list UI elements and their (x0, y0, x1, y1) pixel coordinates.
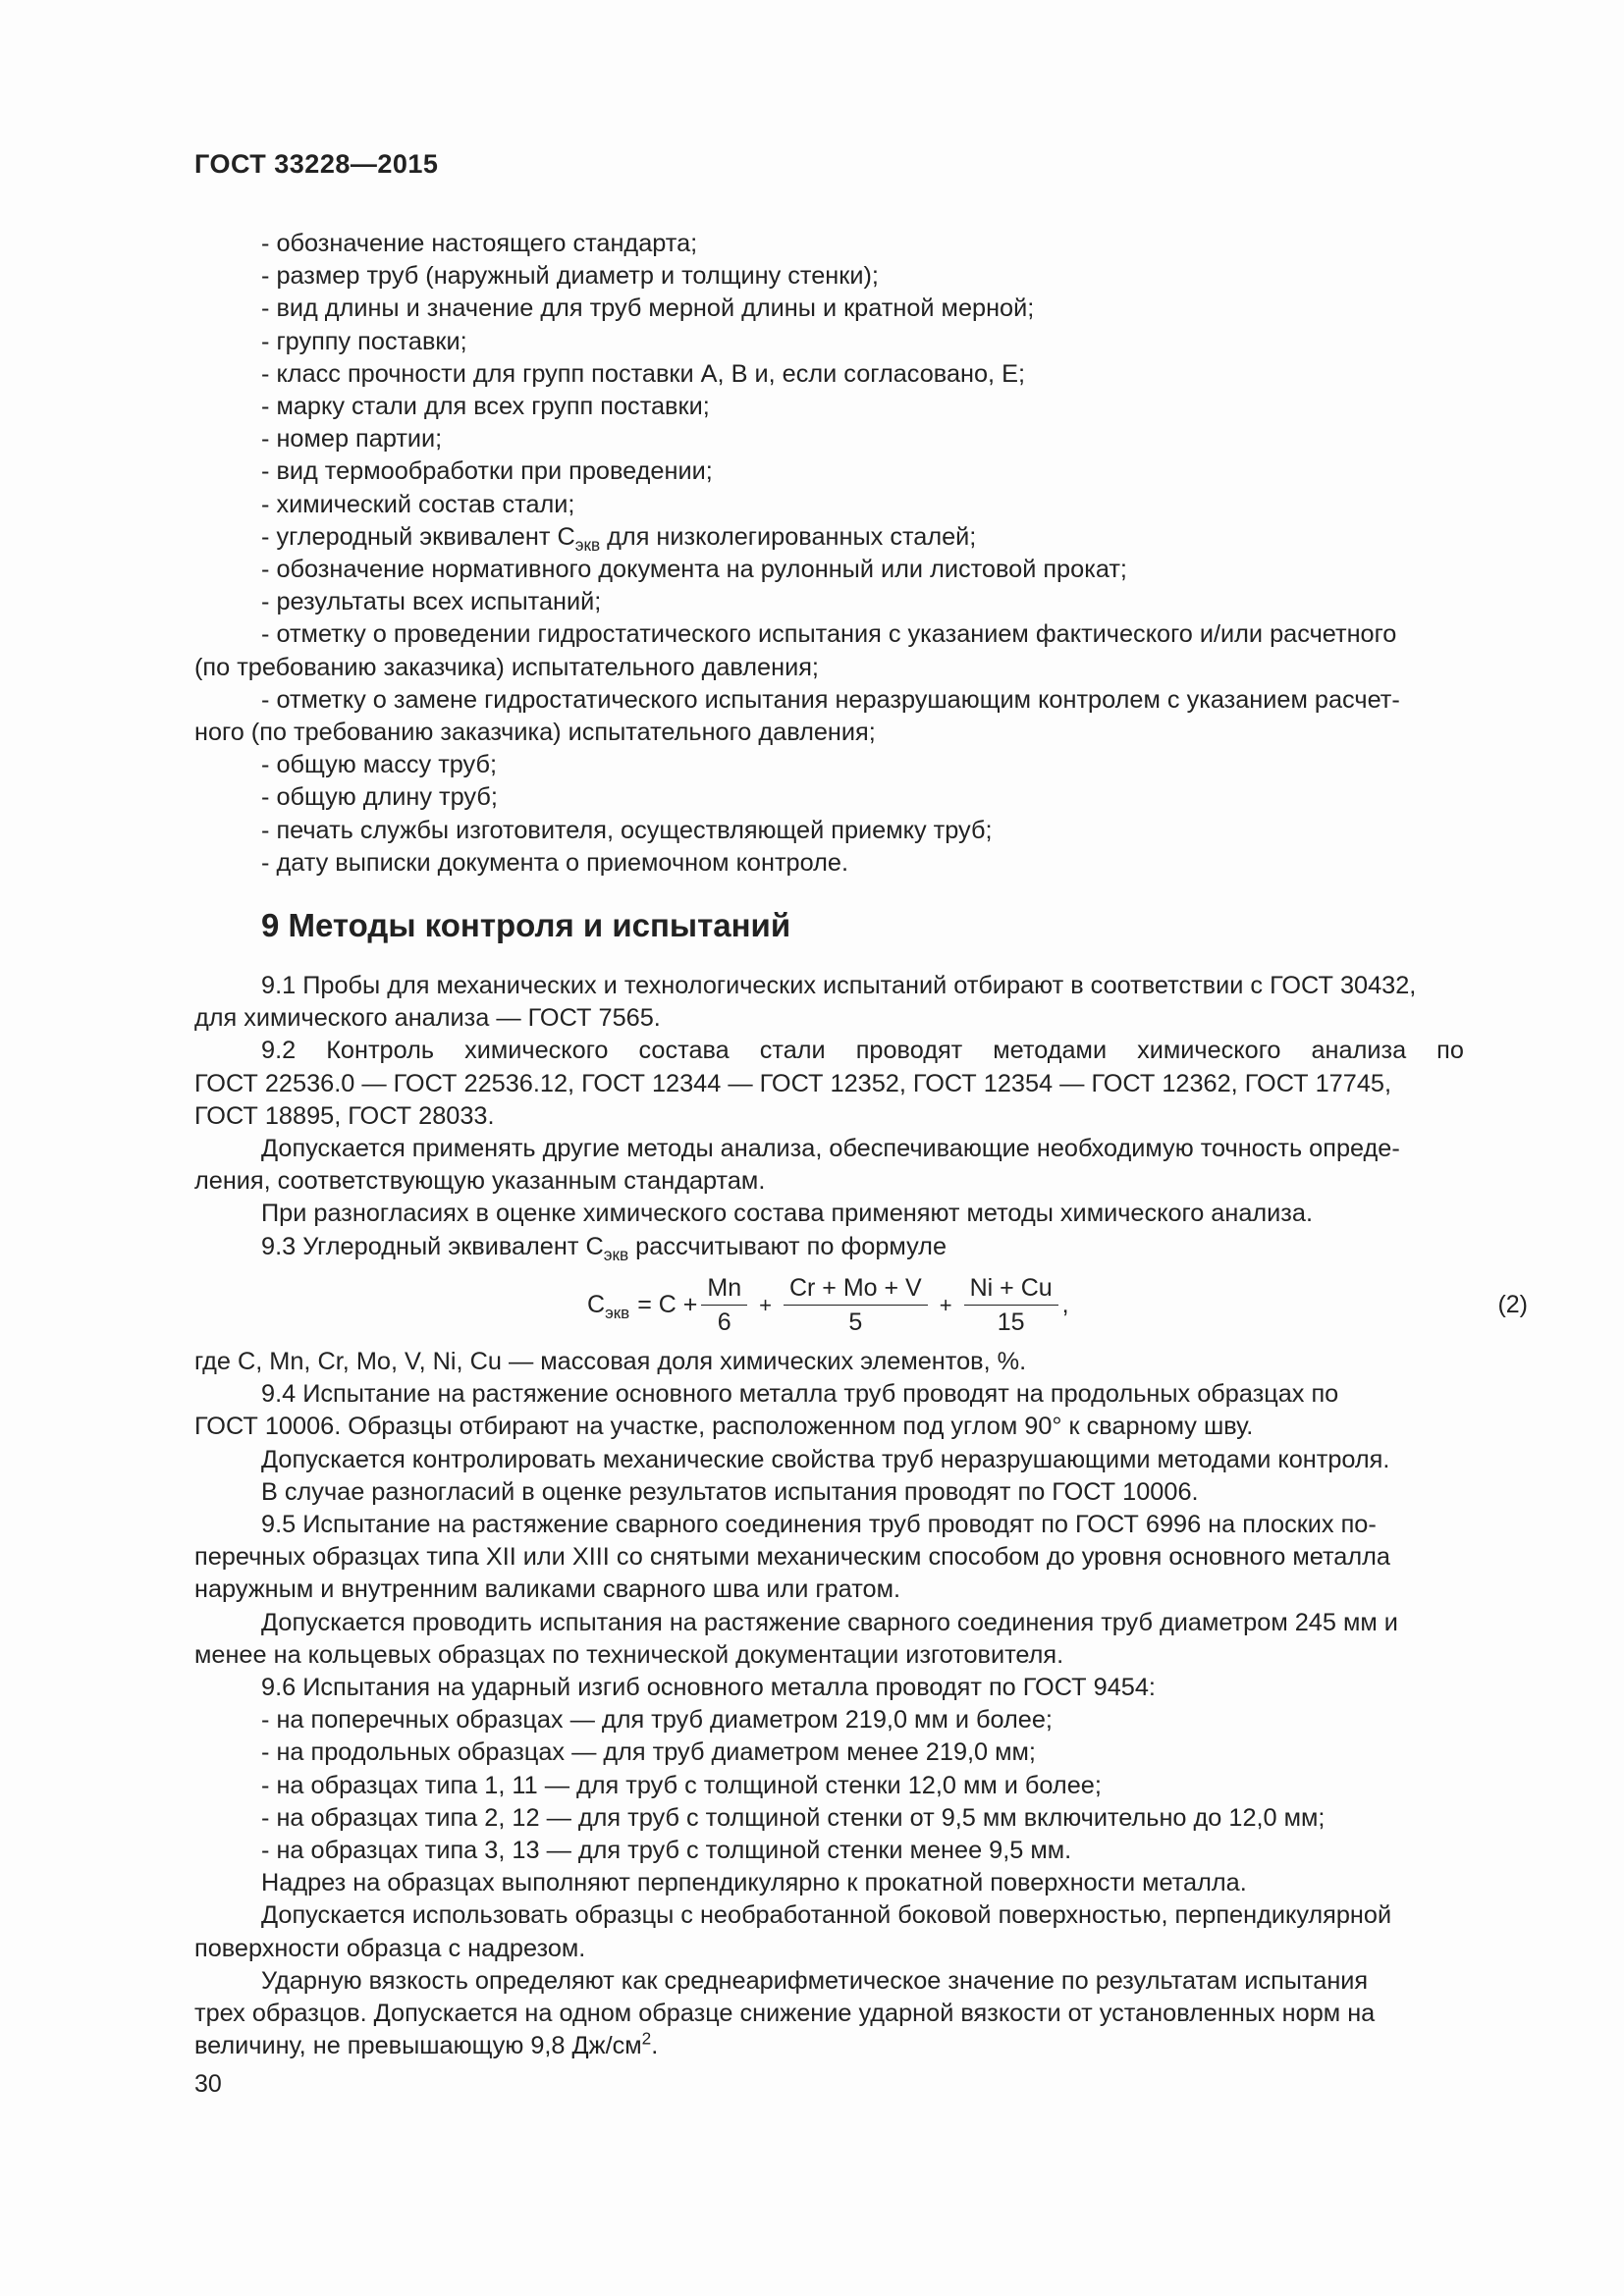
paragraph-9-2: 9.2 Контроль химического состава стали проводят методами химического анализа по (261, 1037, 1464, 1065)
paragraph-9-1: 9.1 Пробы для механических и технологических испытаний отбирают в соответствии с ГОСТ 30432, (261, 972, 1417, 1000)
list-item: - результаты всех испытаний; (261, 588, 602, 616)
paragraph-other-methods-continuation: ления, соответствующую указанным стандартам. (194, 1167, 766, 1196)
document-code-header: ГОСТ 33228—2015 (194, 149, 439, 179)
list-item-carbon-equivalent: - углеродный эквивалент $С_{экв}$ для низколегированных сталей; (261, 522, 977, 555)
paragraph-9-2-line-3: ГОСТ 18895, ГОСТ 28033. (194, 1101, 495, 1130)
paragraph-9-4: 9.4 Испытание на растяжение основного металла труб проводят на продольных образцах по (261, 1380, 1339, 1409)
section-heading: 9 Методы контроля и испытаний (261, 907, 791, 944)
list-item: - на образцах типа 1, 11 — для труб с толщиной стенки 12,0 мм и более; (261, 1771, 1102, 1799)
paragraph-toughness-line-3: величину, не превышающую 9,8 $Дж/см^2$. (194, 2028, 659, 2060)
list-item: - на образцах типа 3, 13 — для труб с толщиной стенки менее 9,5 мм. (261, 1836, 1072, 1864)
list-item: - номер партии; (261, 425, 443, 454)
paragraph-toughness-line-2: трех образцов. Допускается на одном образце снижение ударной вязкости от установленных норм на (194, 1999, 1376, 2027)
list-item: - печать службы изготовителя, осуществляющей приемку труб; (261, 816, 993, 844)
list-item: - общую длину труб; (261, 783, 498, 812)
list-item: - обозначение нормативного документа на рулонный или листовой прокат; (261, 556, 1127, 584)
list-item: - на поперечных образцах — для труб диаметром 219,0 мм и более; (261, 1706, 1053, 1735)
list-item: - размер труб (наружный диаметр и толщину стенки); (261, 262, 879, 291)
paragraph-ring-specimens: Допускается проводить испытания на растяжение сварного соединения труб диаметром 245 мм и (261, 1608, 1398, 1636)
list-item: - класс прочности для групп поставки А, В и, если согласовано, Е; (261, 359, 1026, 388)
list-item: - на образцах типа 2, 12 — для труб с толщиной стенки от 9,5 мм включительно до 12,0 мм; (261, 1803, 1326, 1832)
paragraph-9-4-continuation: ГОСТ 10006. Образцы отбирают на участке, расположенном под углом 90° к сварному шву. (194, 1413, 1254, 1441)
paragraph-9-5-line-3: наружным и внутренним валиками сварного шва или гратом. (194, 1575, 900, 1604)
formula-comma: , (1061, 1291, 1069, 1319)
list-item-hydrostatic-continuation: (по требованию заказчика) испытательного давления; (194, 653, 819, 681)
list-item: - вид длины и значение для труб мерной длины и кратной мерной; (261, 294, 1035, 323)
paragraph-9-5: 9.5 Испытание на растяжение сварного соединения труб проводят по ГОСТ 6996 на плоских по- (261, 1510, 1377, 1538)
formula-number: (2) (1497, 1290, 1528, 1318)
paragraph-ndt-mechanical: Допускается контролировать механические свойства труб неразрушающими методами контроля. (261, 1445, 1390, 1473)
paragraph-9-6: 9.6 Испытания на ударный изгиб основного металла проводят по ГОСТ 9454: (261, 1673, 1156, 1701)
list-item: - вид термообработки при проведении; (261, 457, 713, 486)
paragraph-9-5-line-2: перечных образцах типа XII или XIII со снятыми механическим способом до уровня основного металла (194, 1543, 1390, 1572)
formula-equals: = С + (637, 1291, 698, 1319)
paragraph-9-1-continuation: для химического анализа — ГОСТ 7565. (194, 1004, 661, 1033)
list-item: - группу поставки; (261, 327, 467, 355)
list-item: - дату выписки документа о приемочном контроле. (261, 848, 848, 877)
paragraph-notch: Надрез на образцах выполняют перпендикулярно к прокатной поверхности металла. (261, 1869, 1247, 1897)
formula-row (194, 1269, 1528, 1342)
list-item: - на продольных образцах — для труб диаметром менее 219,0 мм; (261, 1738, 1036, 1767)
fraction-ni-cu: $\frac{Ni + Cu}{15}$ (964, 1274, 1058, 1336)
list-item: - марку стали для всех групп поставки; (261, 393, 710, 421)
list-item: - общую массу труб; (261, 751, 498, 779)
paragraph-9-3: 9.3 Углеродный эквивалент $С_{экв}$ рассчитывают по формуле (261, 1232, 947, 1264)
plus-sign: + (759, 1293, 772, 1318)
paragraph-ring-specimens-continuation: менее на кольцевых образцах по технической документации изготовителя. (194, 1640, 1064, 1669)
list-item: - химический состав стали; (261, 490, 575, 518)
paragraph-disagreement: При разногласиях в оценке химического состава применяют методы химического анализа. (261, 1200, 1313, 1228)
list-item: - обозначение настоящего стандарта; (261, 230, 698, 257)
list-item-hydrostatic: - отметку о проведении гидростатического испытания с указанием фактического и/или расчетного (261, 620, 1397, 649)
list-item-ndt-replacement: - отметку о замене гидростатического испытания неразрушающим контролем с указанием расчет- (261, 685, 1400, 714)
page-content (194, 228, 1528, 2062)
paragraph-unmachined-continuation: поверхности образца с надрезом. (194, 1934, 586, 1962)
paragraph-9-2-line-2: ГОСТ 22536.0 — ГОСТ 22536.12, ГОСТ 12344 — ГОСТ 12352, ГОСТ 12354 — ГОСТ 12362, ГОСТ 17745, (194, 1069, 1391, 1097)
paragraph-toughness: Ударную вязкость определяют как среднеарифметическое значение по результатам испытания (261, 1966, 1369, 1995)
paragraph-other-methods: Допускается применять другие методы анализа, обеспечивающие необходимую точность опреде- (261, 1135, 1400, 1163)
paragraph-where: где C, Mn, Cr, Mo, V, Ni, Cu — массовая доля химических элементов, %. (194, 1347, 1027, 1375)
paragraph-unmachined: Допускается использовать образцы с необработанной боковой поверхностью, перпендикулярной (261, 1901, 1392, 1930)
page-number: 30 (194, 2070, 222, 2098)
fraction-mn: $\frac{Mn}{6}$ (701, 1274, 747, 1336)
list-item-ndt-continuation: ного (по требованию заказчика) испытательного давления; (194, 719, 876, 747)
formula-lhs: $С_{экв}$ (587, 1291, 630, 1323)
fraction-cr-mo-v: $\frac{Cr + Mo + V}{5}$ (784, 1274, 928, 1336)
paragraph-disagreement-2: В случае разногласий в оценке результатов испытания проводят по ГОСТ 10006. (261, 1477, 1199, 1506)
carbon-equivalent-formula (587, 1269, 1069, 1342)
plus-sign: + (939, 1293, 952, 1318)
